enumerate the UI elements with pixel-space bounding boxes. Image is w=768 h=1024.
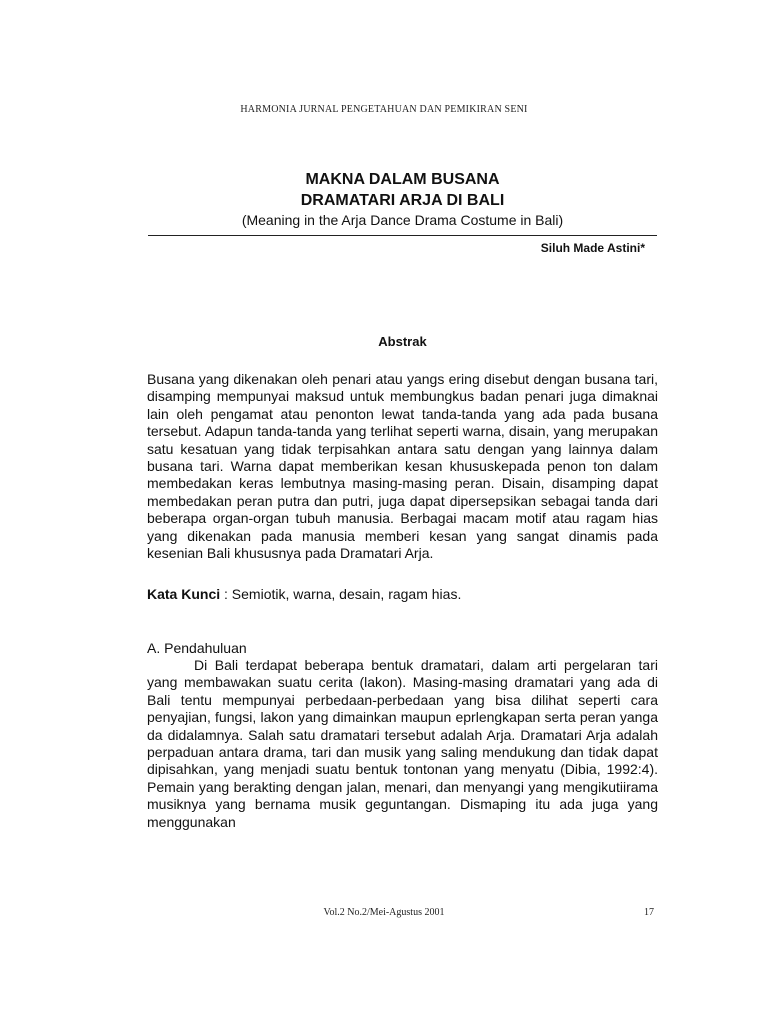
footer-page-number: 17 bbox=[644, 907, 654, 918]
title-divider bbox=[148, 235, 657, 236]
author-name: Siluh Made Astini* bbox=[540, 241, 645, 255]
abstract-paragraph: Busana yang dikenakan oleh penari atau yangs ering disebut dengan busana tari, disamping mempunyai maksud untuk membungkus badan penari juga dimaknai lain oleh pengamat atau penonton lewat tanda-tanda yang ada pada busana tersebut. Adapun tanda-tanda yang terlihat seperti warna, disain, yang merupakan satu kesatuan yang tidak terpisahkan antara satu dengan yang lainnya dalam busana tari. Warna dapat memberikan kesan khususkepada penon ton dalam membedakan keras lembutnya masing-masing peran. Disain, disamping dapat membedakan peran putra dan putri, juga dapat dipersepsikan sebagai tanda dari beberapa organ-organ tubuh manusia. Berbagai macam motif atau ragam hias yang dikenakan pada manusia memberi kesan yang sangat dinamis pada kesenian Bali khususnya pada Dramatari Arja. bbox=[147, 371, 658, 562]
section-heading-introduction: A. Pendahuluan bbox=[147, 640, 247, 656]
article-title-line-2: DRAMATARI ARJA DI BALI bbox=[300, 192, 505, 209]
article-title-line-1: MAKNA DALAM BUSANA bbox=[305, 171, 500, 188]
keywords-text: : Semiotik, warna, desain, ragam hias. bbox=[220, 586, 462, 602]
abstract-heading: Abstrak bbox=[378, 334, 427, 349]
introduction-paragraph: Di Bali terdapat beberapa bentuk dramatari, dalam arti pergelaran tari yang membawakan suatu cerita (lakon). Masing-masing dramatari yang ada di Bali tentu mempunyai perbedaan-perbedaan yang bisa dilihat seperti cara penyajian, fungsi, lakon yang dimainkan maupun eprlengkapan serta peran yanga da didalamnya. Salah satu dramatari tersebut adalah Arja. Dramatari Arja adalah perpaduan antara drama, tari dan musik yang saling mendukung dan tidak dapat dipisahkan, yang menjadi suatu bentuk tontonan yang menyatu (Dibia, 1992:4). Pemain yang berakting dengan jalan, menari, dan menyangi yang mengikutiirama musiknya yang bernama musik geguntangan. Dismaping itu ada juga yang menggunakan bbox=[147, 657, 658, 830]
running-header: HARMONIA JURNAL PENGETAHUAN DAN PEMIKIRAN SENI bbox=[240, 104, 528, 115]
footer-issue: Vol.2 No.2/Mei-Agustus 2001 bbox=[323, 907, 445, 918]
article-subtitle: (Meaning in the Arja Dance Drama Costume in Bali) bbox=[241, 212, 564, 228]
keywords-label: Kata Kunci bbox=[147, 586, 221, 602]
keywords-line bbox=[147, 586, 658, 603]
